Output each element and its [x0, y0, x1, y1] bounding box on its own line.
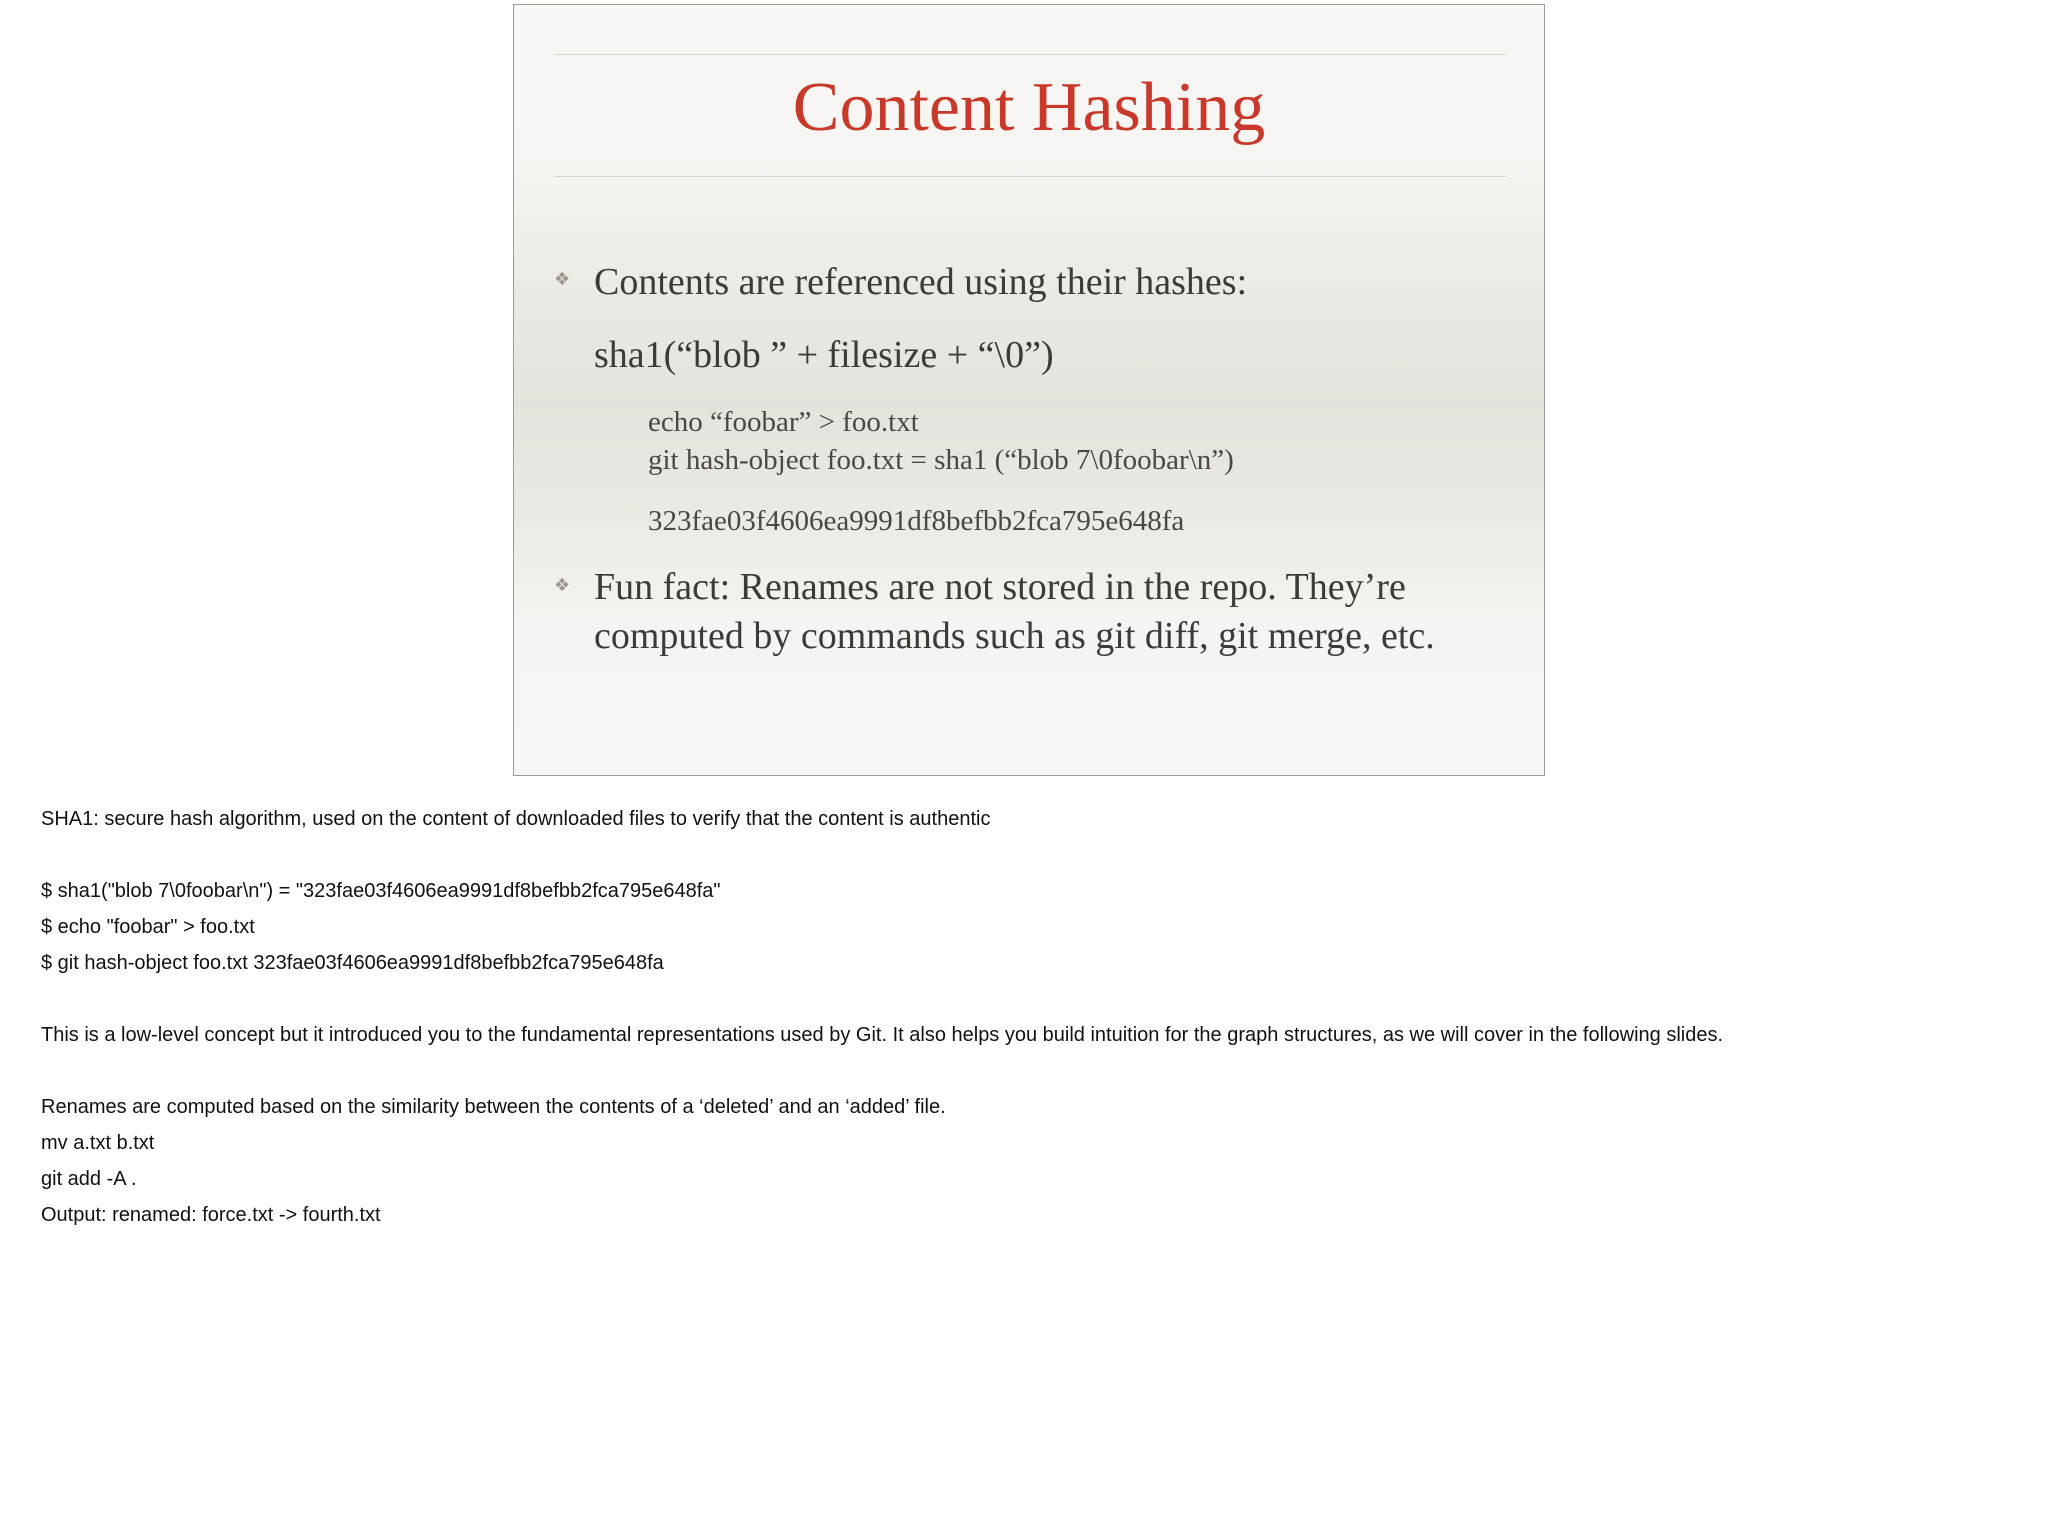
code-line-echo: echo “foobar” > foo.txt [648, 406, 919, 438]
note-line-echo-command: $ echo "foobar" > foo.txt [41, 916, 255, 938]
note-line-renames-computed: Renames are computed based on the similarity between the contents of a ‘deleted’ and an ‘added’ file. [41, 1096, 946, 1118]
slide-title: Content Hashing [792, 69, 1266, 146]
note-line-mv-command: mv a.txt b.txt [41, 1132, 155, 1154]
bullet-icon: ❖ [554, 269, 571, 290]
note-line-git-add-command: git add -A . [41, 1168, 137, 1190]
bullet-text-fun-fact-line1: Fun fact: Renames are not stored in the repo. They’re [594, 566, 1406, 608]
note-line-low-level-concept: This is a low-level concept but it introduced you to the fundamental representations used by Git. It also helps you build intuition for the graph structures, as we will cover in the following slides. [41, 1024, 1724, 1046]
hash-value: 323fae03f4606ea9991df8befbb2fca795e648fa [648, 505, 1185, 537]
note-line-sha1-command: $ sha1("blob 7\0foobar\n") = "323fae03f4606ea9991df8befbb2fca795e648fa" [41, 880, 721, 902]
note-line-output: Output: renamed: force.txt -> fourth.txt [41, 1204, 381, 1226]
bullet-text-fun-fact-line2: computed by commands such as git diff, git merge, etc. [594, 615, 1435, 657]
formula-text: sha1(“blob ” + filesize + “\0”) [594, 334, 1054, 376]
code-line-hash-object: git hash-object foo.txt = sha1 (“blob 7\0foobar\n”) [648, 444, 1234, 476]
bullet-icon: ❖ [554, 575, 571, 596]
bullet-text-contents: Contents are referenced using their hashes: [594, 261, 1248, 303]
note-line-hash-object-command: $ git hash-object foo.txt 323fae03f4606ea9991df8befbb2fca795e648fa [41, 952, 664, 974]
title-rule-top [554, 54, 1506, 55]
note-line-sha1-definition: SHA1: secure hash algorithm, used on the content of downloaded files to verify that the content is authentic [41, 808, 991, 830]
slide [513, 4, 1545, 776]
title-rule-bottom [554, 176, 1506, 177]
